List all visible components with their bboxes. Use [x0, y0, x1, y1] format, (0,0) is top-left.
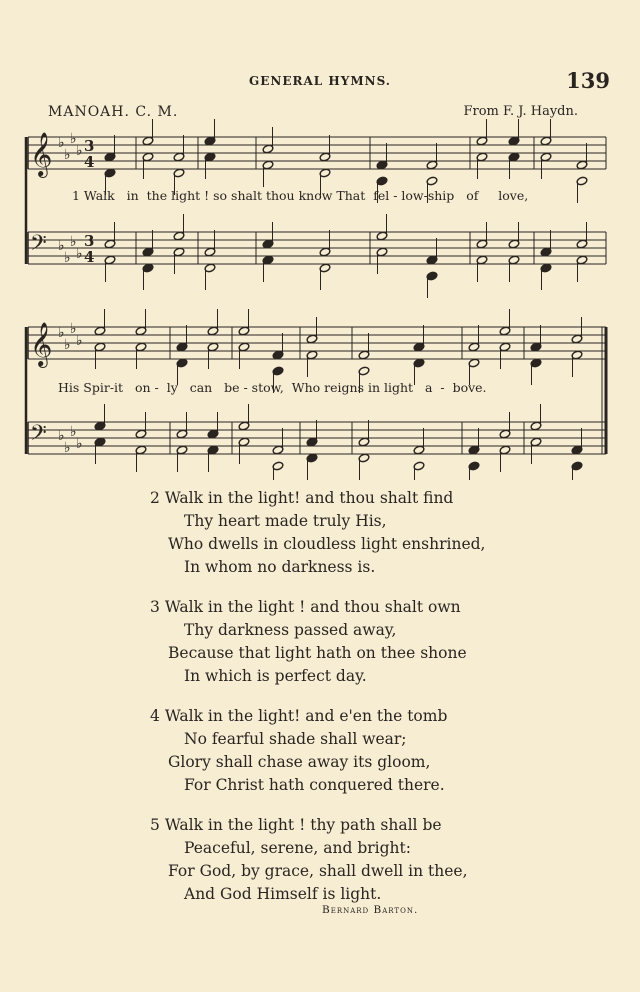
- music-score: [0, 0, 640, 480]
- tune-name: MANOAH. C. M.: [48, 104, 179, 120]
- tune-source: From F. J. Haydn.: [463, 104, 578, 119]
- flat-icon: ♭: [58, 238, 65, 254]
- stanza-line: Walk in the light ! thy path shall be: [164, 816, 442, 834]
- stanza-line: Thy darkness passed away,: [184, 621, 397, 639]
- stanza-line: Glory shall chase away its gloom,: [168, 753, 431, 771]
- stanza-line: Because that light hath on thee shone: [168, 644, 467, 662]
- stanza-5: [150, 814, 570, 906]
- flat-icon: ♭: [58, 428, 65, 444]
- system-2-bass-staff: [28, 404, 606, 480]
- treble-clef-icon: 𝄞: [30, 322, 53, 366]
- flat-icon: ♭: [70, 234, 77, 250]
- svg-text:3: 3: [84, 232, 95, 250]
- flat-icon: ♭: [76, 333, 83, 349]
- flat-icon: ♭: [70, 131, 77, 147]
- flat-icon: ♭: [70, 321, 77, 337]
- stanza-line: And God Himself is light.: [184, 885, 382, 903]
- flat-icon: ♭: [58, 135, 65, 151]
- stanza-number: 3: [150, 598, 160, 616]
- lyric-line-2: His Spir-it on - ly can be - stow, Who reigns in light a - bove.: [58, 380, 487, 395]
- svg-text:4: 4: [84, 248, 95, 266]
- stanza-4: [150, 705, 570, 797]
- flat-icon: ♭: [76, 436, 83, 452]
- bass-clef-icon: 𝄢: [30, 231, 47, 261]
- stanza-line: Walk in the light ! and thou shalt own: [164, 598, 461, 616]
- flat-icon: ♭: [64, 147, 71, 163]
- stanza-line: Who dwells in cloudless light enshrined,: [168, 535, 486, 553]
- stanza-number: 4: [150, 707, 160, 725]
- lyric-line-1: 1 Walk in the light ! so shalt thou know That fel - low-ship of love,: [72, 188, 529, 203]
- svg-text:4: 4: [84, 153, 95, 171]
- running-head: GENERAL HYMNS.: [249, 74, 391, 88]
- stanza-number: 2: [150, 489, 160, 507]
- stanza-line: Peaceful, serene, and bright:: [184, 839, 411, 857]
- system-1-bass-staff: [28, 214, 606, 298]
- stanza-2: [150, 487, 570, 579]
- flat-icon: ♭: [64, 337, 71, 353]
- stanza-line: In whom no darkness is.: [184, 558, 376, 576]
- stanza-number: 5: [150, 816, 160, 834]
- treble-clef-icon: 𝄞: [30, 132, 53, 176]
- stanza-line: Thy heart made truly His,: [184, 512, 387, 530]
- stanza-3: [150, 596, 570, 688]
- stanza-line: No fearful shade shall wear;: [184, 730, 407, 748]
- flat-icon: ♭: [76, 246, 83, 262]
- bass-clef-icon: 𝄢: [30, 421, 47, 451]
- flat-icon: ♭: [64, 440, 71, 456]
- flat-icon: ♭: [76, 143, 83, 159]
- flat-icon: ♭: [58, 325, 65, 341]
- page-number: 139: [566, 68, 610, 93]
- stanza-line: In which is perfect day.: [184, 667, 367, 685]
- stanza-line: For God, by grace, shall dwell in thee,: [168, 862, 468, 880]
- stanza-line: For Christ hath conquered there.: [184, 776, 445, 794]
- svg-text:3: 3: [84, 137, 95, 155]
- flat-icon: ♭: [70, 424, 77, 440]
- author-credit: Bernard Barton.: [322, 904, 419, 916]
- stanza-line: Walk in the light! and thou shalt find: [164, 489, 454, 507]
- flat-icon: ♭: [64, 250, 71, 266]
- stanza-line: Walk in the light! and e'en the tomb: [164, 707, 448, 725]
